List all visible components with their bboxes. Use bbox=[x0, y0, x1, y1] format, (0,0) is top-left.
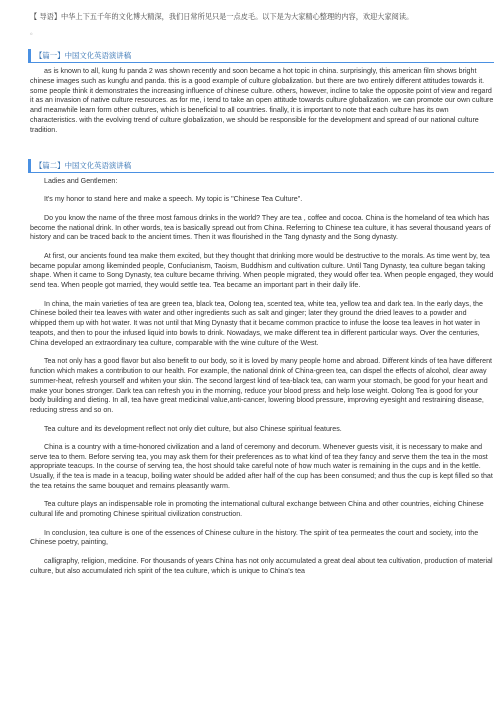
paragraph: calligraphy, religion, medicine. For thousands of years China has not only accumulated a great deal about tea cultivation, production of material culture, but also accumulated rich spirit of the tea culture, which is unique to China's tea bbox=[30, 556, 493, 575]
paragraph: Ladies and Gentlemen: bbox=[44, 177, 118, 185]
section-body-1 bbox=[30, 67, 494, 144]
section-body-2 bbox=[30, 177, 494, 585]
paragraph: At first, our ancients found tea make them excited, but they thought that drinking more would be destructive to the morals. As time went by, tea became popular among likeminded people, Confucianism, Taoism, Buddhism and cultivation culture. Until Tang Dynasty, tea culture began taking shape. When it came to Song Dynasty, tea culture became thriving. When people migrated, they would offer tea. When people engaged, they would send tea. When people got married, they would settle tea. Tea became an important part in their daily life. bbox=[30, 251, 494, 290]
intro-text: 【 导语】中华上下五千年的文化博大精深，我们日常所见只是一点皮毛。以下是为大家精心整理的内容，欢迎大家阅读。 bbox=[30, 12, 414, 21]
paragraph: Do you know the name of the three most famous drinks in the world? They are tea , coffee and cocoa. China is the homeland of tea which has become the national drink. In other words, tea is basically spread out from China. Referring to Chinese tea culture, it has several thousand years of history and can be traced back to the ancient times. Then it was flourished in the Tang dynasty and the Song dynasty. bbox=[30, 213, 491, 242]
paragraph: It's my honor to stand here and make a speech. My topic is "Chinese Tea Culture". bbox=[44, 195, 303, 204]
paragraph: Tea not only has a good flavor but also benefit to our body, so it is loved by many people home and abroad. Different kinds of tea have different function which makes a contribution to our health. For example, the national drink of China-green tea, can dispel the effects of alcohol, clear away summer-heat, refresh yourself and whiten your skin. The second largest kind of tea-black tea, can warm your stomach, be good for your heart and make your bones stronger. Dark tea can refresh you in the morning, reduce your blood press and help lose weight. Oolong Tea is good for your body building and dieting. In all, tea have great medicinal value,anti-cancer, lowering blood pressure, improving eyesight and restraining disease, reducing stress and so on. bbox=[30, 357, 492, 415]
intro-mark: 。 bbox=[30, 28, 37, 36]
paragraph: In china, the main varieties of tea are green tea, black tea, Oolong tea, scented tea, white tea, yellow tea and dark tea. In the early days, the Chinese boiled their tea leaves with water and other ingredients such as salt and ginger; later they ground the dried leaves to a powder and whipped them up with hot water. It was not until that Ming Dynasty that it became common practice to infuse the loose tea leaves in hot water in teapots, and then to pour the infused liquid into bowls to drink. Nowadays, we make different tea in different particular ways. Over the centuries, China developed an extraordinary tea culture, comparable with the wine culture of the West. bbox=[30, 299, 483, 347]
section-header-1: 【篇一】中国文化英语演讲稿 bbox=[28, 49, 494, 63]
paragraph: Tea culture and its development reflect not only diet culture, but also Chinese spiritual features. bbox=[44, 424, 342, 433]
paragraph: as is known to all, kung fu panda 2 was shown recently and soon became a hot topic in china. surprisingly, this american film shows bright chinese images such as kungfu and panda. this is a good example of culture globalization. but there are two entirely different attitudes towards it. some people think it demonstrates the increasing influence of chinese culture. others, however, incline to take the opposite point of view and regard it as an invasion of native culture resources. as for me, i tend to take an open attitude towards culture globalization. we can promote our own culture and meanwhile learn form other cultures, which is beneficial to all countries. finally, it is important to note that each culture has its own characteristics. with the evolving trend of culture globalization, we should be responsible for the development and spread of our national culture tradition. bbox=[30, 67, 494, 134]
paragraph: China is a country with a time-honored civilization and a land of ceremony and decorum. Whenever guests visit, it is necessary to make and serve tea to them. Before serving tea, you may ask them for their preferences as to what kind of tea they fancy and serve them the tea in the most appropriate teacups. In the course of serving tea, the host should take careful note of how much water is remaining in the cups and in the kettle. Usually, if the tea is made in a teacup, boiling water should be added after half of the cup has been consumed; and thus the cup is kept filled so that the tea retains the same bouquet and remains pleasantly warm. bbox=[30, 442, 493, 491]
paragraph: Tea culture plays an indispensable role in promoting the international cultural exchange between China and other countries, eiching Chinese cultural life and promoting Chinese spiritual civilization construction. bbox=[30, 500, 484, 519]
section-header-2: 【篇二】中国文化英语演讲稿 bbox=[28, 159, 494, 173]
paragraph: In conclusion, tea culture is one of the essences of Chinese culture in the history. The spirit of tea permeates the court and society, into the Chinese poetry, painting, bbox=[30, 528, 479, 547]
